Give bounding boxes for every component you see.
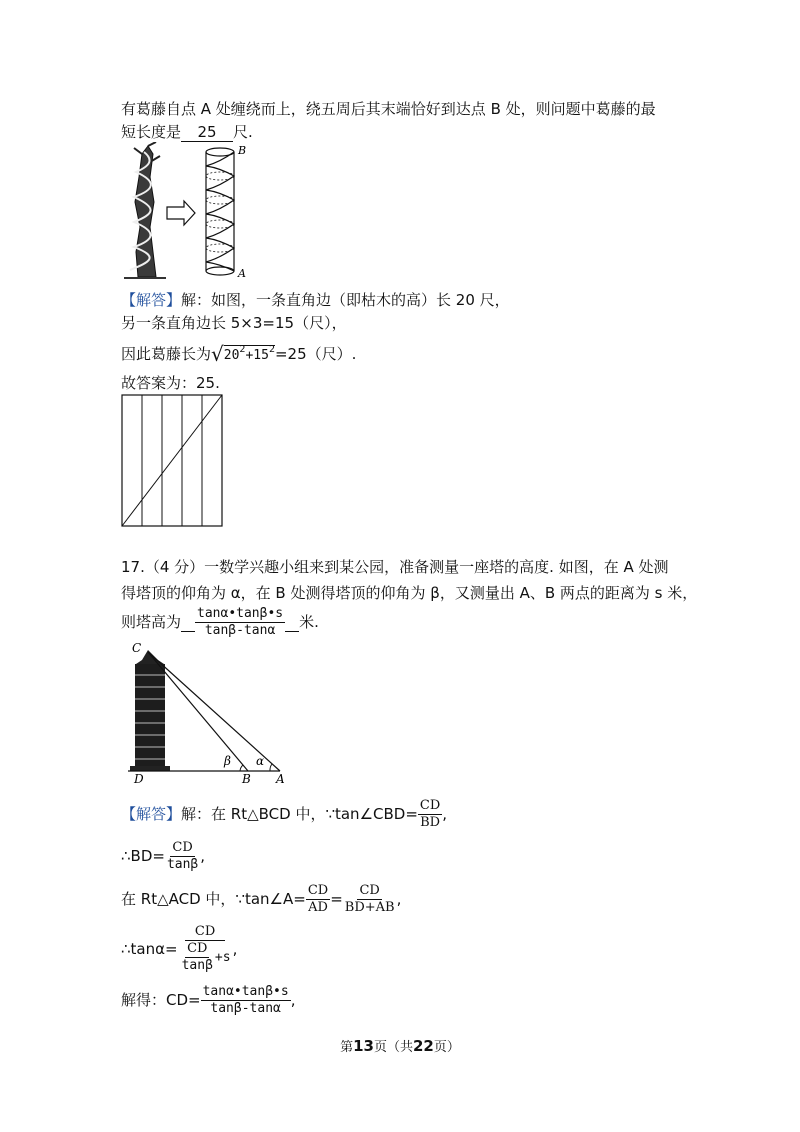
denominator	[178, 941, 233, 974]
label-b: B	[242, 772, 251, 783]
step-1-prefix: 解：在 Rt△BCD 中，∵tan∠CBD=	[181, 805, 418, 823]
sqrt-radicand	[224, 345, 275, 363]
sqrt-exp-2: 2	[268, 344, 275, 355]
page-footer	[0, 1036, 800, 1055]
problem-16-answer: 25	[181, 123, 233, 142]
footer-mid: 页（共	[373, 1040, 413, 1055]
solution-16-text-1: 解：如图，一条直角边（即枯木的高）长 20 尺，	[181, 291, 510, 309]
sqrt-base-1: 20	[223, 348, 240, 363]
denominator: BD+AB	[344, 900, 395, 915]
solution-tag: 【解答】	[121, 805, 182, 823]
numerator: CD	[172, 840, 193, 855]
plus-s: +s	[214, 950, 231, 965]
problem-16-prefix: 短长度是	[121, 123, 182, 141]
denominator: AD	[308, 900, 328, 915]
problem-17-answer	[195, 606, 285, 639]
page-number: 13	[353, 1037, 374, 1055]
tower-figure	[120, 638, 295, 783]
problem-16-line-1	[121, 98, 656, 119]
step-5-prefix: 解得：CD=	[121, 991, 201, 1009]
sqrt-exp-1: 2	[239, 344, 246, 355]
right-arrow-icon	[167, 201, 195, 225]
label-beta: β	[224, 754, 231, 768]
fraction-cd-tanbeta	[165, 840, 200, 873]
label-d: D	[134, 772, 144, 783]
numerator: CD	[419, 798, 441, 813]
footer-suffix: 页）	[433, 1040, 460, 1055]
numerator: CD	[359, 883, 380, 898]
answer-blank-left	[181, 613, 195, 632]
fraction-cd-ad	[306, 883, 330, 916]
solution-17-step-2	[121, 840, 205, 873]
step-2-prefix: ∴BD=	[121, 847, 165, 865]
footer-prefix: 第	[340, 1040, 354, 1055]
step-2-suffix: ,	[200, 847, 206, 865]
answer-blank-right	[285, 613, 299, 632]
tree-illustration	[124, 142, 166, 278]
solution-17-step-4	[121, 924, 237, 974]
final-fraction	[201, 984, 291, 1017]
denominator: BD	[420, 815, 441, 830]
problem-16-line-2	[121, 121, 253, 142]
inner-numerator: CD	[187, 941, 208, 956]
problem-16-suffix: 尺.	[233, 123, 253, 141]
solution-16-line-4	[121, 372, 220, 393]
numerator: tanα•tanβ•s	[202, 984, 289, 999]
solution-16-answer: 故答案为：25.	[121, 374, 220, 392]
label-a: A	[276, 772, 285, 783]
solution-tag: 【解答】	[121, 291, 182, 309]
fraction-cd-bd-plus-ab	[343, 883, 397, 916]
step-4-suffix: ,	[232, 940, 238, 958]
label-b: B	[238, 144, 247, 157]
problem-17-line-2	[121, 582, 697, 603]
step-4-prefix: ∴tanα=	[121, 940, 178, 958]
sqrt-plus: +	[245, 348, 254, 363]
solution-16-line-1	[121, 289, 510, 310]
step-1-suffix: ,	[442, 805, 448, 823]
unrolled-cylinder-diagram	[121, 394, 225, 529]
label-c: C	[132, 641, 142, 655]
step-5-suffix: ,	[290, 991, 296, 1009]
denominator: tanβ-tanα	[210, 1001, 281, 1016]
inner-fraction	[180, 941, 215, 974]
step-3-prefix: 在 Rt△ACD 中，∵tan∠A=	[121, 890, 306, 908]
fraction-cd-bd	[418, 798, 442, 831]
cylinder-diagram	[206, 148, 234, 275]
solution-17-step-1	[121, 798, 447, 831]
complex-fraction	[178, 924, 233, 974]
problem-17-line-1	[121, 556, 669, 577]
pagoda-illustration	[130, 650, 170, 771]
problem-17-line-3	[121, 606, 319, 639]
sqrt-base-2: 15	[253, 348, 269, 363]
solution-17-step-5	[121, 984, 295, 1017]
solution-17-step-3	[121, 883, 401, 916]
problem-17-text-2: 得塔顶的仰角为 α，在 B 处测得塔顶的仰角为 β，又测量出 A、B 两点的距离为 s 米，	[121, 584, 698, 602]
solution-16-result: =25（尺）.	[274, 345, 357, 363]
solution-16-text-2: 另一条直角边长 5×3=15（尺），	[121, 314, 347, 332]
vine-cylinder-figure	[120, 142, 255, 280]
answer-denominator: tanβ-tanα	[204, 623, 276, 638]
numerator: CD	[307, 883, 329, 898]
solution-16-line-3	[121, 340, 356, 364]
sqrt-sign: √	[211, 342, 224, 366]
step-3-suffix: ,	[396, 890, 402, 908]
numerator: CD	[185, 924, 225, 941]
problem-16-text: 有葛藤自点 A 处缠绕而上，绕五周后其末端恰好到达点 B 处，则问题中葛藤的最	[121, 100, 656, 118]
problem-17-text-1: 17.（4 分）一数学兴趣小组来到某公园，准备测量一座塔的高度. 如图，在 A 处测	[121, 558, 669, 576]
label-alpha: α	[256, 754, 265, 768]
equals-sign: =	[330, 890, 343, 908]
answer-numerator: tanα•tanβ•s	[197, 606, 284, 621]
total-pages: 22	[413, 1037, 434, 1055]
problem-17-prefix: 则塔高为	[121, 613, 182, 631]
problem-17-suffix: 米.	[299, 613, 319, 631]
solution-16-line-2	[121, 312, 347, 333]
label-a: A	[238, 267, 246, 280]
denominator: tanβ	[166, 857, 199, 872]
inner-denominator: tanβ	[181, 958, 213, 973]
solution-16-text-3: 因此葛藤长为	[121, 345, 212, 363]
